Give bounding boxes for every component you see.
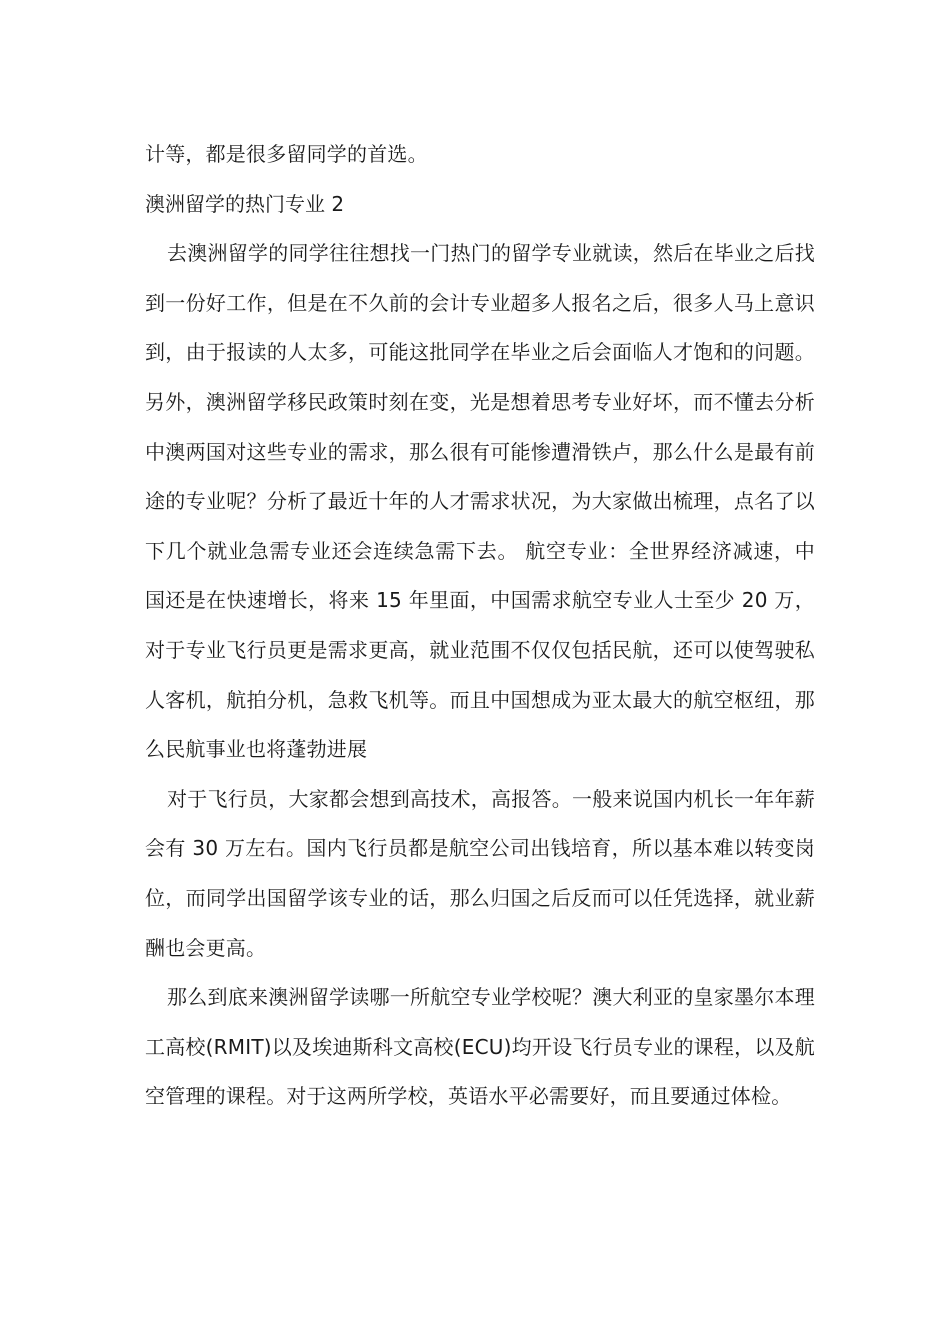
document-page [145,130,815,1122]
intro-tail-paragraph: 计等，都是很多留同学的首选。 [145,142,428,166]
body-paragraph-3: 那么到底来澳洲留学读哪一所航空专业学校呢？澳大利亚的皇家墨尔本理工高校(RMIT)以及埃迪斯科文高校(ECU)均开设飞行员专业的课程，以及航空管理的课程。对于这两所学校，英语水平必需要好，而且要通过体检。 [145,985,815,1109]
body-paragraph-2: 对于飞行员，大家都会想到高技术，高报答。一般来说国内机长一年年薪会有 30 万左右。国内飞行员都是航空公司出钱培育，所以基本难以转变岗位，而同学出国留学该专业的话，那么归国之后反而可以任凭选择，就业薪酬也会更高。 [145,786,815,960]
section-heading: 澳洲留学的热门专业 2 [145,191,345,216]
body-paragraph-1: 去澳洲留学的同学往往想找一门热门的留学专业就读，然后在毕业之后找到一份好工作，但是在不久前的会计专业超多人报名之后，很多人马上意识到，由于报读的人太多，可能这批同学在毕业之后会面临人才饱和的问题。另外，澳洲留学移民政策时刻在变，光是想着思考专业好坏，而不懂去分析中澳两国对这些专业的需求，那么很有可能惨遭滑铁卢，那么什么是最有前途的专业呢？分析了最近十年的人才需求状况，为大家做出梳理，点名了以下几个就业急需专业还会连续急需下去。 航空专业：全世界经济减速，中国还是在快速增长，将来 15 年里面，中国需求航空专业人士至少 20 万，对于专业飞行员更是需求更高，就业范围不仅仅包括民航，还可以使驾驶私人客机，航拍分机，急救飞机等。而且中国想成为亚太最大的航空枢纽，那么民航事业也将蓬勃进展 [145,241,815,762]
